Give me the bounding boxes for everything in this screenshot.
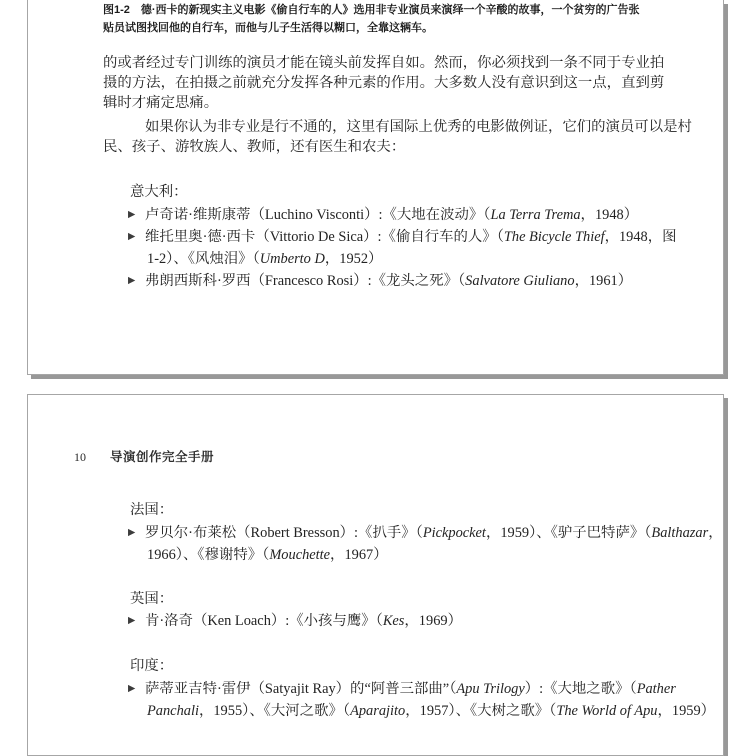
film-list-item	[103, 522, 723, 544]
film-list-item-text: 维托里奥·德·西卡（Vittorio De Sica）:《偷自行车的人》（The Bicycle Thief，1948，图	[145, 229, 677, 245]
bullet-icon: ▶	[128, 209, 136, 220]
film-list-item-text: Panchali，1955）、《大河之歌》（Aparajito，1957）、《大树之歌》（The World of Apu，1959）	[147, 703, 716, 719]
film-list-item-text: 1966）、《穆谢特》（Mouchette，1967）	[147, 547, 388, 563]
body-text-line: 摄的方法，在拍摄之前就充分发挥各种元素的作用。大多数人没有意识到这一点，直到剪	[103, 75, 665, 91]
film-list-item-text: 弗朗西斯科·罗西（Francesco Rosi）:《龙头之死》（Salvatore Giuliano，1961）	[145, 273, 633, 289]
film-list-item-continuation	[103, 544, 723, 566]
body-text-line: 如果你认为非专业是行不通的，这里有国际上优秀的电影做例证，它们的演员可以是村	[145, 119, 692, 135]
book-title: 导演创作完全手册	[110, 450, 215, 464]
book-page-2	[27, 394, 724, 756]
figure-caption-line: 图1-2 德·西卡的新现实主义电影《偷自行车的人》选用非专业演员来演绎一个辛酸的故事，一个贫穷的广告张	[103, 4, 640, 16]
film-list-item-continuation	[103, 248, 677, 270]
book-page-1	[27, 0, 724, 375]
bullet-icon: ▶	[128, 615, 136, 626]
film-list-item	[103, 610, 462, 632]
film-list-item-text: 萨蒂亚吉特·雷伊（Satyajit Ray）的“阿普三部曲”（Apu Trilogy）:《大地之歌》（Pather	[145, 681, 676, 697]
body-paragraph	[103, 117, 692, 157]
film-list-item	[103, 678, 715, 700]
film-list-item	[103, 270, 677, 292]
bullet-icon: ▶	[128, 527, 136, 538]
film-list-item	[103, 204, 677, 226]
country-label-india: 印度：	[130, 658, 174, 674]
figure-caption	[103, 2, 640, 37]
bullet-icon: ▶	[128, 275, 136, 286]
film-list-france	[103, 522, 723, 566]
film-list-item	[103, 226, 677, 248]
body-text-line: 的或者经过专门训练的演员才能在镜头前发挥自如。然而，你必须找到一条不同于专业拍	[103, 55, 665, 71]
country-label-italy: 意大利：	[130, 184, 188, 200]
film-list-item-text: 肯·洛奇（Ken Loach）:《小孩与鹰》（Kes，1969）	[145, 613, 462, 629]
country-label-uk: 英国：	[130, 591, 174, 607]
body-text-line: 民、孩子、游牧族人、教师，还有医生和农夫：	[103, 139, 406, 155]
film-list-item-text: 罗贝尔·布莱松（Robert Bresson）:《扒手》（Pickpocket，1959）、《驴子巴特萨》（Balthazar，	[145, 525, 723, 541]
film-list-italy	[103, 204, 677, 292]
film-list-item-text: 1-2）、《风烛泪》（Umberto D，1952）	[147, 251, 383, 267]
film-list-item-continuation	[103, 700, 715, 722]
body-text-line: 辑时才痛定思痛。	[103, 95, 219, 111]
film-list-india	[103, 678, 715, 722]
country-label-france: 法国：	[130, 502, 174, 518]
page-number: 10	[74, 450, 86, 464]
film-list-uk	[103, 610, 462, 632]
bullet-icon: ▶	[128, 683, 136, 694]
bullet-icon: ▶	[128, 231, 136, 242]
running-header	[74, 447, 214, 467]
film-list-item-text: 卢奇诺·维斯康蒂（Luchino Visconti）:《大地在波动》（La Terra Trema，1948）	[145, 207, 639, 223]
body-paragraph	[103, 53, 664, 113]
figure-caption-line: 贴员试图找回他的自行车，而他与儿子生活得以糊口，全靠这辆车。	[103, 21, 433, 34]
